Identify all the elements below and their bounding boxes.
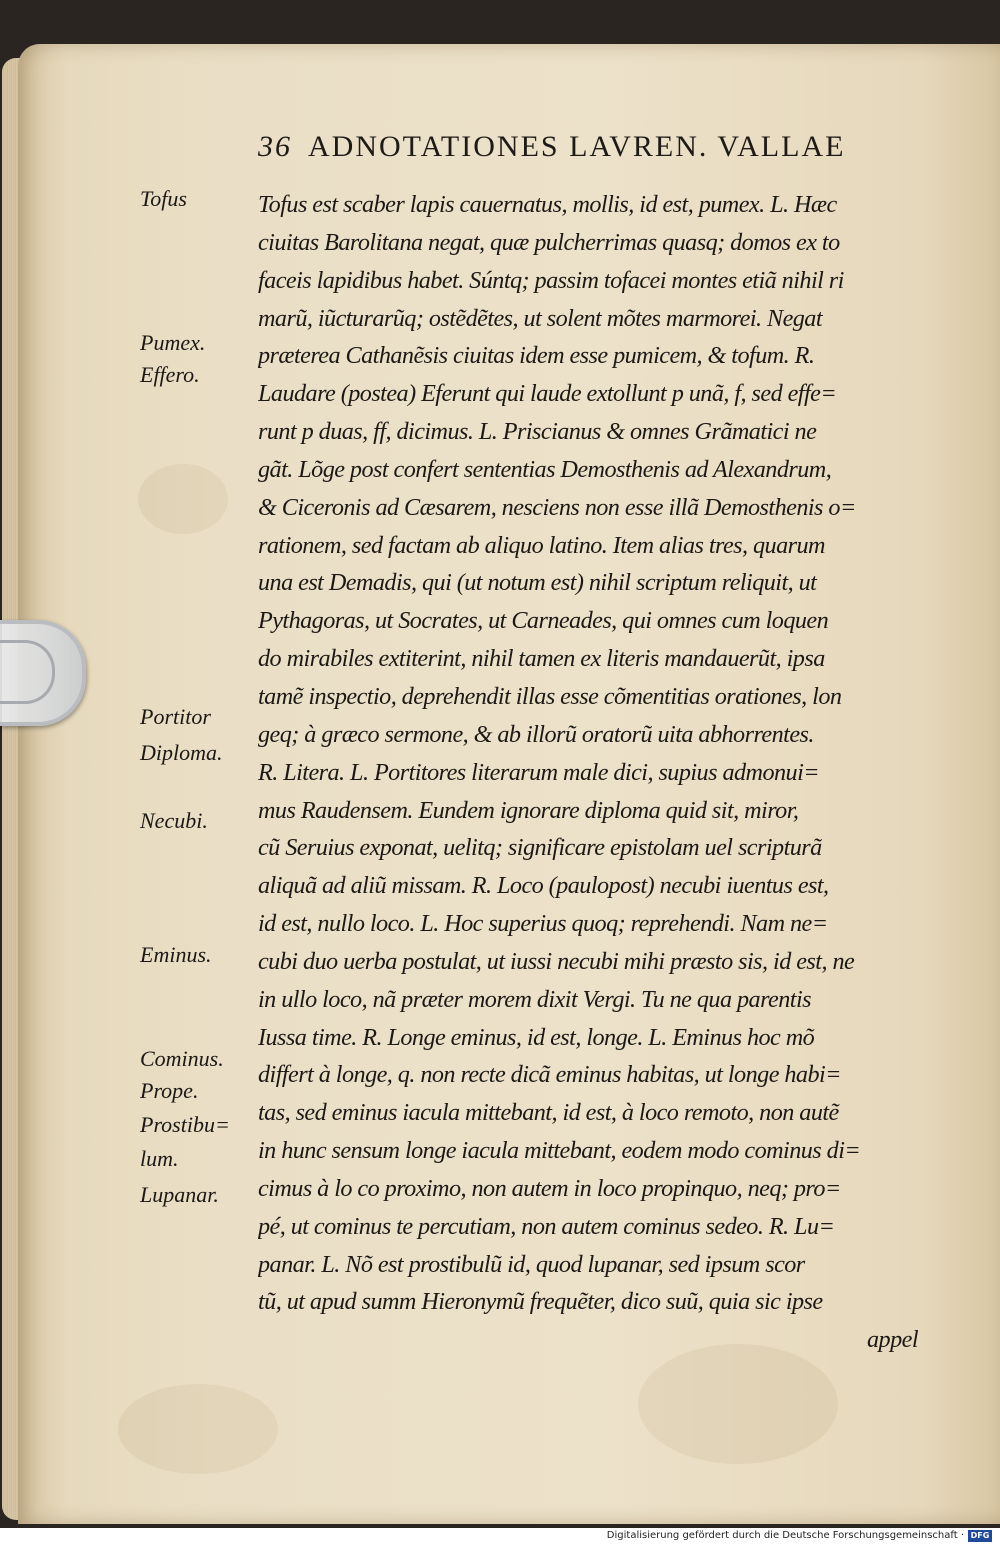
text-line: in hunc sensum longe iacula mittebant, eodem modo cominus di=	[258, 1137, 861, 1165]
catchword: appel	[867, 1326, 918, 1354]
margin-note: Diploma.	[140, 740, 223, 765]
text-line: tũ, ut apud summ Hieronymũ frequẽter, dico suũ, quia sic ipse	[258, 1288, 823, 1316]
margin-note: lum.	[140, 1146, 179, 1171]
paper-stain	[638, 1344, 838, 1464]
text-line: pé, ut cominus te percutiam, non autem cominus sedeo. R. Lu=	[258, 1212, 835, 1240]
text-line: Pythagoras, ut Socrates, ut Carneades, qui omnes cum loquen	[258, 607, 829, 635]
text-line: ciuitas Barolitana negat, quæ pulcherrimas quasq; domos ex to	[258, 228, 840, 256]
text-line: id est, nullo loco. L. Hoc superius quoq; reprehendi. Nam ne=	[258, 910, 828, 938]
margin-note: Pumex.	[140, 330, 206, 355]
text-line: faceis lapidibus habet. Súntq; passim tofacei montes etiã nihil ri	[258, 266, 844, 294]
body-text	[258, 186, 926, 1359]
page-number: 36	[258, 130, 292, 163]
text-line: Laudare (postea) Eferunt qui laude extollunt p unã, f, sed effe=	[258, 380, 837, 408]
text-line: do mirabiles extiterint, nihil tamen ex literis mandauerũt, ipsa	[258, 645, 825, 673]
margin-note: Cominus.	[140, 1046, 224, 1071]
text-line: marũ, iũcturarũq; ostẽdẽtes, ut solent mõtes marmorei. Negat	[258, 304, 823, 332]
running-title: ADNOTATIONES LAVREN. VALLAE	[308, 130, 846, 163]
text-line: præterea Cathanẽsis ciuitas idem esse pumicem, & tofum. R.	[258, 342, 815, 370]
text-line: in ullo loco, nã præter morem dixit Vergi. Tu ne qua parentis	[258, 985, 811, 1013]
funding-credit: Digitalisierung gefördert durch die Deutsche Forschungsgemeinschaft ·	[606, 1530, 964, 1541]
text-line: mus Raudensem. Eundem ignorare diploma quid sit, miror,	[258, 796, 799, 824]
text-line: tas, sed eminus iacula mittebant, id est, à loco remoto, non autẽ	[258, 1099, 839, 1127]
text-line: una est Demadis, qui (ut notum est) nihil scriptum reliquit, ut	[258, 569, 817, 597]
paper-stain	[138, 464, 228, 534]
paper-clip-loop	[0, 640, 55, 704]
paper-clip	[0, 620, 86, 726]
text-line: cimus à lo co proximo, non autem in loco propinquo, neq; pro=	[258, 1174, 841, 1202]
text-line: & Ciceronis ad Cæsarem, nesciens non esse illã Demosthenis o=	[258, 493, 856, 521]
margin-note: Tofus	[140, 186, 187, 211]
margin-note: Prope.	[140, 1078, 199, 1103]
text-line: cũ Seruius exponat, uelitq; significare epistolam uel scripturã	[258, 834, 822, 862]
text-line: differt à longe, q. non recte dicã eminus habitas, ut longe habi=	[258, 1061, 841, 1089]
margin-note: Eminus.	[140, 942, 212, 967]
margin-note: Lupanar.	[140, 1182, 219, 1207]
footer-bar	[0, 1528, 1000, 1546]
text-line: Iussa time. R. Longe eminus, id est, longe. L. Eminus hoc mõ	[258, 1023, 815, 1051]
text-line: rationem, sed factam ab aliquo latino. Item alias tres, quarum	[258, 531, 825, 559]
text-line: runt p duas, ff, dicimus. L. Priscianus & omnes Grãmatici ne	[258, 418, 817, 446]
paper-stain	[118, 1384, 278, 1474]
text-line: Tofus est scaber lapis cauernatus, mollis, id est, pumex. L. Hæc	[258, 191, 837, 218]
text-line: R. Litera. L. Portitores literarum male dici, supius admonui=	[258, 758, 820, 786]
margin-note: Effero.	[140, 362, 200, 387]
text-line: cubi duo uerba postulat, ut iussi necubi mihi præsto sis, id est, ne	[258, 947, 855, 975]
margin-note: Portitor	[140, 704, 211, 729]
text-line: tamẽ inspectio, deprehendit illas esse cõmentitias orationes, lon	[258, 682, 842, 710]
margin-note: Prostibu=	[140, 1112, 230, 1137]
dfg-logo: DFG	[968, 1530, 992, 1542]
text-line: aliquã ad aliũ missam. R. Loco (paulopost) necubi iuentus est,	[258, 872, 829, 900]
margin-note: Necubi.	[140, 808, 208, 833]
text-line: gãt. Lõge post confert sententias Demosthenis ad Alexandrum,	[258, 455, 832, 483]
text-line: geq; à græco sermone, & ab illorũ oratorũ uita abhorrentes.	[258, 720, 814, 748]
text-line: panar. L. Nõ est prostibulũ id, quod lupanar, sed ipsum scor	[258, 1250, 805, 1278]
running-header	[258, 130, 928, 176]
